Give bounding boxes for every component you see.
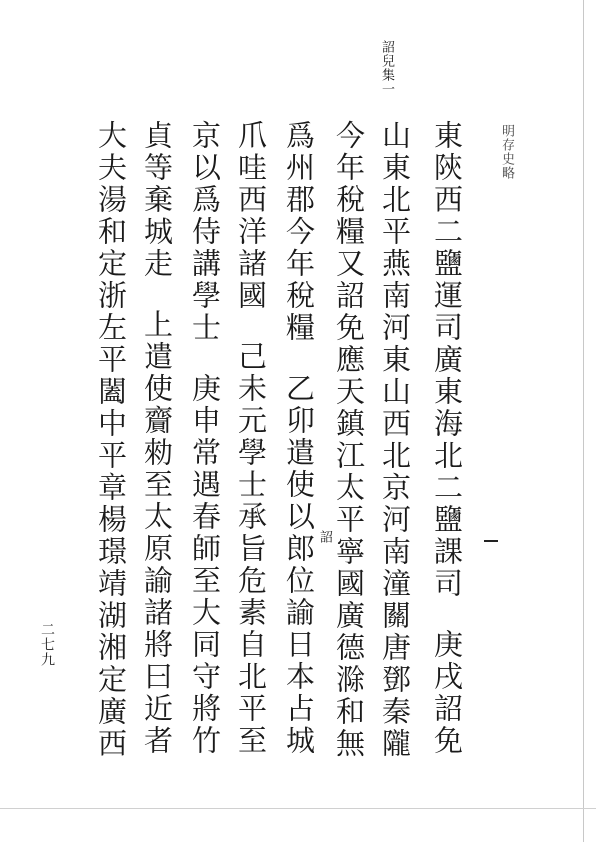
section-dash bbox=[484, 540, 498, 542]
text-column-1-part-1: 東陝西二鹽運司廣東海北二鹽課司 bbox=[430, 120, 464, 600]
text-column-1 bbox=[430, 120, 464, 757]
header-partial: 明存史略 bbox=[499, 124, 514, 180]
text-column-4 bbox=[282, 120, 316, 757]
text-column-5-part-1: 爪哇西洋諸國 bbox=[234, 120, 268, 312]
text-column-1-part-2: 庚戌詔免 bbox=[430, 629, 464, 757]
text-column-5-part-2: 己未元學士承旨危素自北平至 bbox=[234, 341, 268, 757]
text-column-7 bbox=[140, 120, 174, 757]
text-column-2-part-1: 山東北平燕南河東山西北京河南潼關唐鄧秦隴 bbox=[378, 120, 412, 760]
text-column-8-part-1: 大夫湯和定浙左平闔中平章楊璟靖湖湘定廣西 bbox=[94, 120, 128, 760]
text-column-4-part-2: 乙卯遣使以郎位諭日本占城 bbox=[282, 373, 316, 757]
margin-title: 詔兒集一 bbox=[379, 40, 394, 96]
text-column-8 bbox=[94, 120, 128, 760]
interlinear-note: 詔 bbox=[317, 530, 332, 543]
text-column-7-part-2: 上遣使齎勑至太原諭諸將曰近者 bbox=[140, 309, 174, 757]
page-number: 二七九 bbox=[39, 622, 55, 667]
text-column-2 bbox=[378, 120, 412, 760]
page-edge-right bbox=[583, 0, 584, 842]
text-column-4-part-1: 爲州郡今年稅糧 bbox=[282, 120, 316, 344]
page-edge-bottom bbox=[0, 808, 596, 809]
text-column-3 bbox=[332, 120, 366, 760]
text-column-6 bbox=[188, 120, 222, 757]
text-column-5 bbox=[234, 120, 268, 757]
text-column-6-part-1: 京以爲侍講學士 bbox=[188, 120, 222, 344]
text-column-3-part-1: 今年稅糧又詔免應天鎮江太平寧國廣德滁和無 bbox=[332, 120, 366, 760]
text-column-6-part-2: 庚申常遇春師至大同守將竹 bbox=[188, 373, 222, 757]
text-column-7-part-1: 貞等棄城走 bbox=[140, 120, 174, 280]
